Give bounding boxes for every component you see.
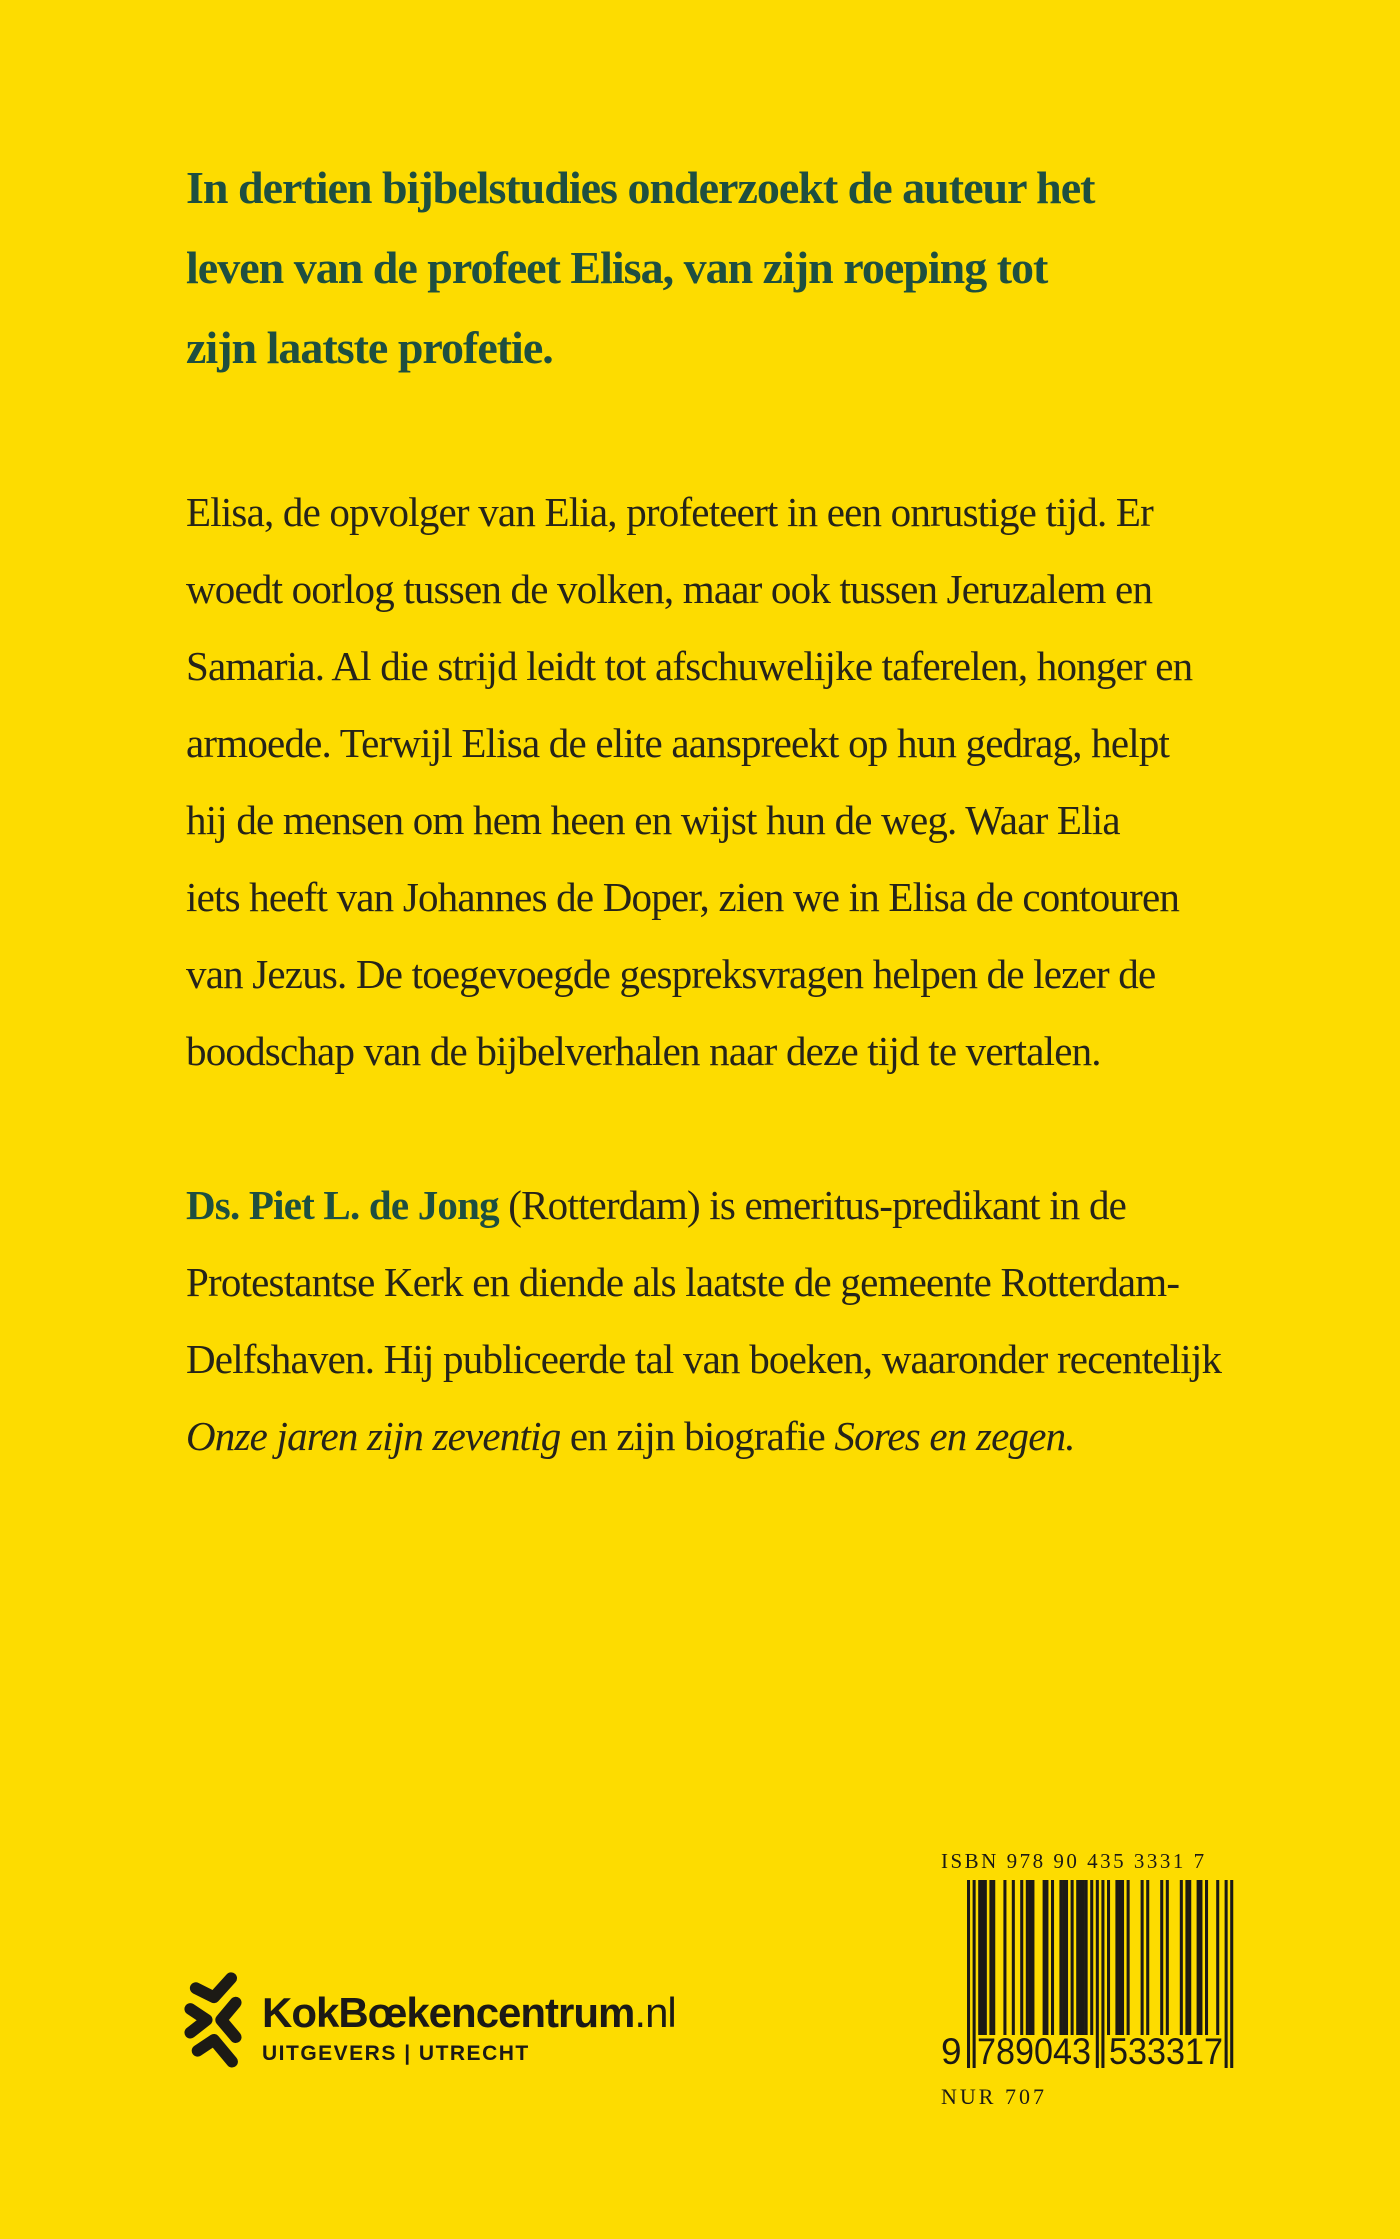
author-bio xyxy=(186,1167,1221,1475)
synopsis-line: woedt oorlog tussen de volken, maar ook tussen Jeruzalem en xyxy=(186,566,1153,612)
author-bio-line: Onze jaren zijn zeventig en zijn biografie Sores en zegen. xyxy=(186,1413,1075,1459)
synopsis-line: van Jezus. De toegevoegde gespreksvragen helpen de lezer de xyxy=(186,951,1156,997)
synopsis-line: Elisa, de opvolger van Elia, profeteert in een onrustige tijd. Er xyxy=(186,489,1153,535)
headline-line: In dertien bijbelstudies onderzoekt de auteur het xyxy=(186,162,1095,213)
publisher-tagline: UITGEVERS | UTRECHT xyxy=(262,2042,530,2065)
synopsis-line: Samaria. Al die strijd leidt tot afschuwelijke taferelen, honger en xyxy=(186,643,1193,689)
author-bio-line: Ds. Piet L. de Jong (Rotterdam) is emeritus-predikant in de xyxy=(186,1182,1127,1228)
publisher-name xyxy=(262,1989,676,2036)
headline-line: leven van de profeet Elisa, van zijn roeping tot xyxy=(186,242,1048,293)
publisher-name-suffix: .nl xyxy=(634,1989,676,2036)
author-bio-line: Protestantse Kerk en diende als laatste de gemeente Rotterdam- xyxy=(186,1259,1180,1305)
svg-text:9: 9 xyxy=(941,2031,962,2072)
publisher-name-main: KokBœkencentrum xyxy=(262,1989,635,2036)
svg-text:533317: 533317 xyxy=(1109,2031,1223,2072)
synopsis-line: iets heeft van Johannes de Doper, zien we in Elisa de contouren xyxy=(186,874,1180,920)
synopsis-line: armoede. Terwijl Elisa de elite aanspreekt op hun gedrag, helpt xyxy=(186,720,1170,766)
publisher-star-icon xyxy=(184,1970,242,2068)
synopsis-line: boodschap van de bijbelverhalen naar deze tijd te vertalen. xyxy=(186,1028,1101,1074)
isbn-label: ISBN 978 90 435 3331 7 xyxy=(941,1849,1207,1873)
publisher-text xyxy=(262,1970,676,2066)
isbn-block xyxy=(941,1848,1251,2110)
ean-barcode xyxy=(941,1880,1233,2070)
svg-text:789043: 789043 xyxy=(977,2031,1091,2072)
headline xyxy=(186,148,1095,388)
publisher-logo xyxy=(184,1970,676,2068)
headline-line: zijn laatste profetie. xyxy=(186,322,553,373)
nur-code: NUR 707 xyxy=(941,2084,1047,2109)
synopsis-line: hij de mensen om hem heen en wijst hun de weg. Waar Elia xyxy=(186,797,1120,843)
synopsis-text xyxy=(186,474,1192,1090)
author-bio-line: Delfshaven. Hij publiceerde tal van boeken, waaronder recentelijk xyxy=(186,1336,1222,1382)
